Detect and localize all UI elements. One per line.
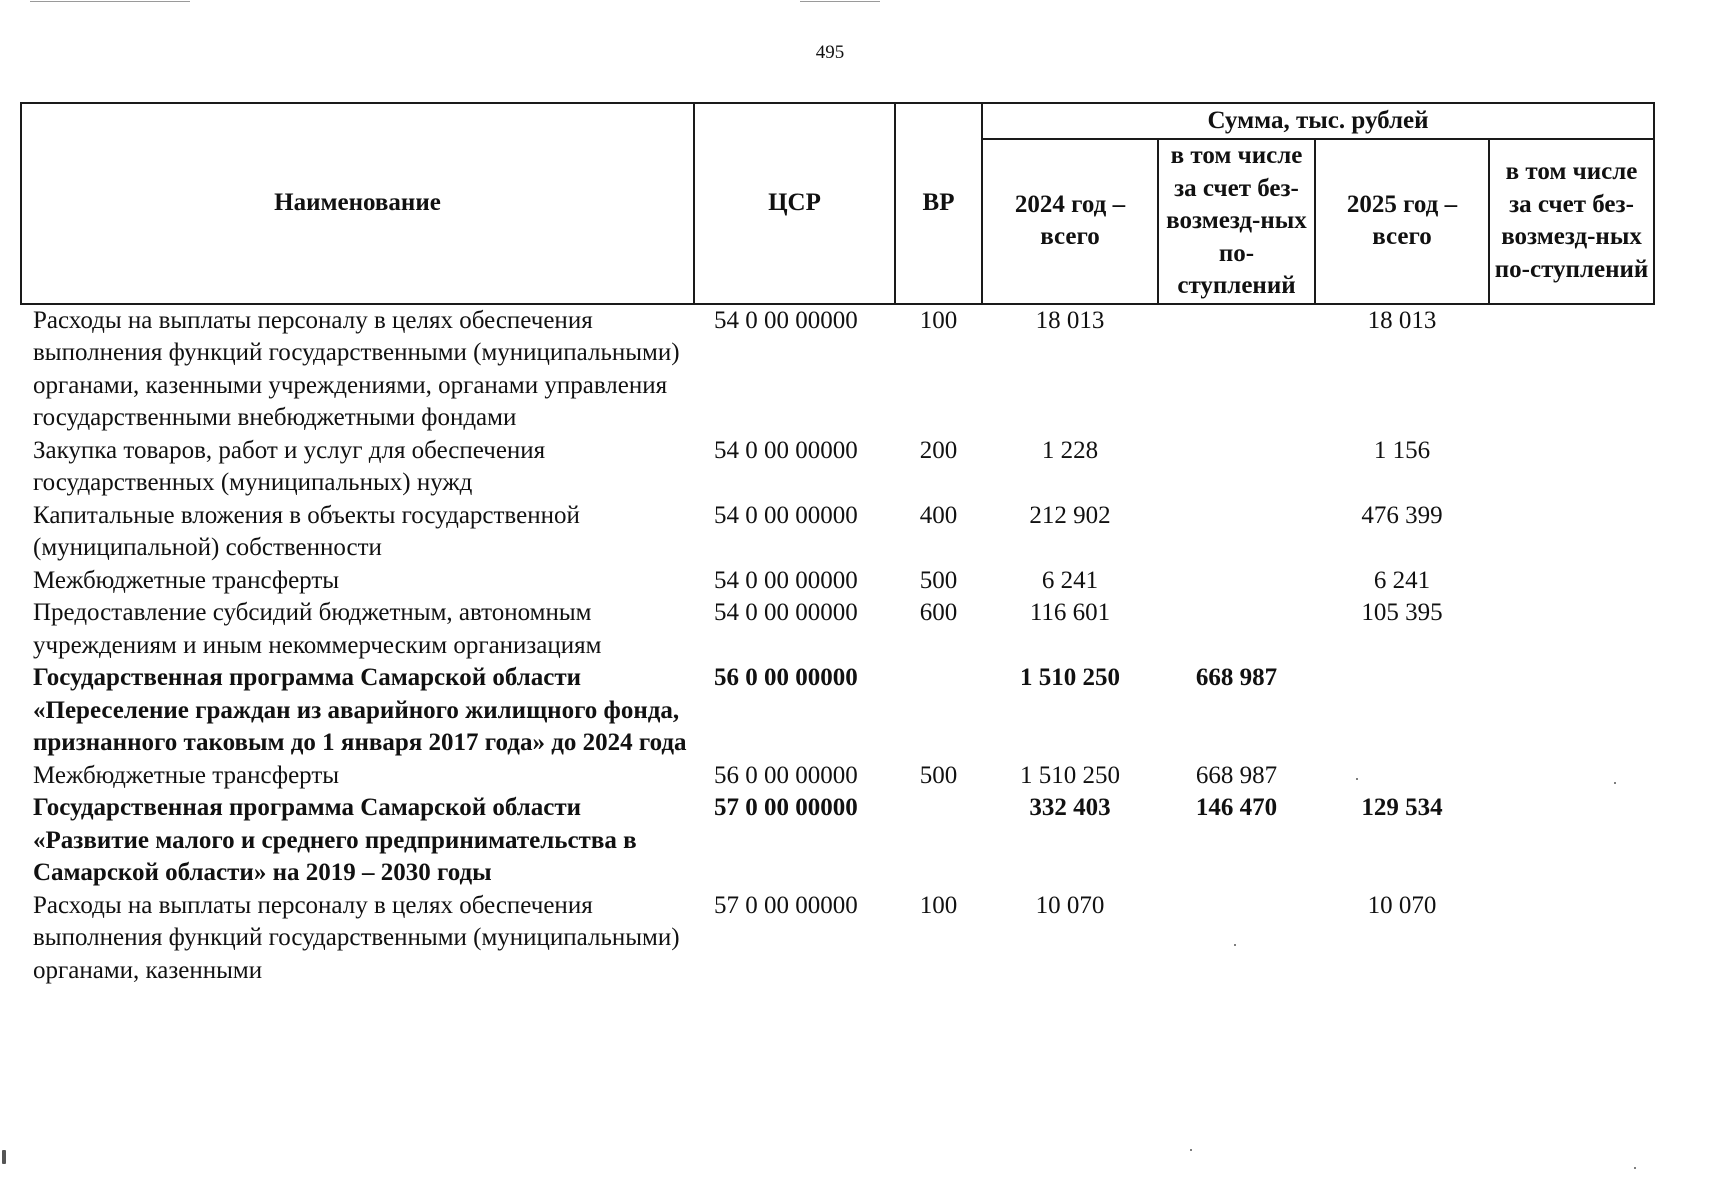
row-2025-gratuitous — [1489, 565, 1654, 598]
table-row — [21, 792, 1654, 890]
table-row — [21, 597, 1654, 662]
row-2024-total: 1 228 — [1041, 436, 1099, 464]
row-2025-total: 18 013 — [1367, 306, 1437, 334]
row-2024-total: 6 241 — [1041, 566, 1099, 594]
row-2024-gratuitous: 668 987 — [1195, 664, 1278, 691]
row-2024-gratuitous: 668 987 — [1195, 761, 1278, 789]
row-2025-total: 129 534 — [1361, 794, 1443, 821]
row-2025-total: 476 399 — [1361, 501, 1443, 529]
row-2024-total: 116 601 — [1029, 599, 1111, 626]
row-vr: 200 — [919, 436, 958, 464]
scan-speck — [1190, 1149, 1192, 1151]
header-vr: ВР — [895, 103, 982, 304]
row-name: Капитальные вложения в объекты государственной (муниципальной) собственности — [33, 501, 580, 561]
row-2025-gratuitous — [1489, 792, 1654, 890]
row-vr — [895, 662, 982, 760]
table-row — [21, 890, 1654, 988]
row-vr: 400 — [919, 501, 958, 529]
budget-table — [20, 102, 1655, 987]
row-vr: 500 — [919, 761, 958, 789]
row-2025-gratuitous — [1489, 760, 1654, 793]
row-2025-total: 1 156 — [1373, 436, 1431, 464]
row-name: Государственная программа Самарской области «Развитие малого и среднего предпринимательства в Самарской области» на 2019 – 2030 годы — [33, 794, 637, 886]
row-2025-total — [1315, 760, 1489, 793]
row-2025-gratuitous — [1489, 500, 1654, 565]
row-2024-gratuitous — [1158, 435, 1315, 500]
row-csr: 57 0 00 00000 — [714, 794, 858, 821]
row-2025-gratuitous — [1489, 435, 1654, 500]
table-row — [21, 760, 1654, 793]
row-2025-gratuitous — [1489, 890, 1654, 988]
row-csr: 56 0 00 00000 — [714, 664, 858, 691]
row-name: Межбюджетные трансферты — [33, 761, 340, 789]
row-2024-gratuitous — [1158, 304, 1315, 435]
page-number: 495 — [815, 42, 845, 63]
row-2025-total: 105 395 — [1361, 599, 1443, 626]
row-name: Межбюджетные трансферты — [33, 566, 340, 594]
row-vr — [895, 792, 982, 890]
header-csr: ЦСР — [694, 103, 895, 304]
row-2024-total: 332 403 — [1029, 794, 1111, 821]
scan-speck — [1634, 1167, 1636, 1169]
row-2025-gratuitous — [1489, 304, 1654, 435]
row-2024-gratuitous — [1158, 500, 1315, 565]
row-2024-gratuitous — [1158, 890, 1315, 988]
row-2024-gratuitous: 146 470 — [1195, 794, 1278, 821]
header-2025-total: 2025 год – всего — [1315, 139, 1489, 304]
row-vr: 500 — [919, 566, 958, 594]
row-csr: 54 0 00 00000 — [714, 501, 858, 529]
row-csr: 54 0 00 00000 — [714, 599, 858, 626]
row-2025-total: 10 070 — [1367, 891, 1437, 919]
scan-line — [30, 1, 190, 2]
table-row — [21, 565, 1654, 598]
row-2024-gratuitous — [1158, 565, 1315, 598]
row-name: Государственная программа Самарской области «Переселение граждан из аварийного жилищного фонда, признанного таковым до 1 января 2017 года» до 2024 года — [33, 664, 687, 756]
row-2024-total: 10 070 — [1035, 891, 1105, 919]
row-csr: 56 0 00 00000 — [714, 761, 858, 789]
header-2024-total: 2024 год – всего — [982, 139, 1158, 304]
header-2024-gratuitous: в том числе за счет без-возмезд-ных по-ступлений — [1158, 139, 1315, 304]
table-row — [21, 435, 1654, 500]
row-2025-gratuitous — [1489, 597, 1654, 662]
row-name: Закупка товаров, работ и услуг для обеспечения государственных (муниципальных) нужд — [33, 436, 546, 496]
table-header — [21, 103, 1654, 304]
table-body — [21, 304, 1654, 988]
row-csr: 57 0 00 00000 — [714, 891, 858, 919]
row-name: Расходы на выплаты персоналу в целях обеспечения выполнения функций государственными (муниципальными) органами, казенными учреждениями, органами управления государственными внебюджетными фондами — [33, 306, 680, 431]
row-2025-total: 6 241 — [1373, 566, 1431, 594]
row-2025-gratuitous — [1489, 662, 1654, 760]
row-csr: 54 0 00 00000 — [714, 436, 858, 464]
header-sum-group: Сумма, тыс. рублей — [982, 103, 1654, 139]
row-csr: 54 0 00 00000 — [714, 566, 858, 594]
row-vr: 600 — [919, 599, 958, 626]
row-2024-gratuitous — [1158, 597, 1315, 662]
table-row — [21, 304, 1654, 435]
row-2025-total — [1315, 662, 1489, 760]
header-2025-gratuitous: в том числе за счет без-возмезд-ных по-ступлений — [1489, 139, 1654, 304]
table-row — [21, 662, 1654, 760]
table-row — [21, 500, 1654, 565]
scan-speck — [2, 1150, 6, 1164]
scan-line — [800, 1, 880, 2]
row-vr: 100 — [919, 306, 958, 334]
row-2024-total: 1 510 250 — [1020, 761, 1120, 789]
row-csr: 54 0 00 00000 — [714, 306, 858, 334]
row-name: Расходы на выплаты персоналу в целях обеспечения выполнения функций государственными (муниципальными) органами, казенными — [33, 891, 680, 984]
row-name: Предоставление субсидий бюджетным, автономным учреждениям и иным некоммерческим организациям — [33, 599, 602, 659]
row-2024-total: 1 510 250 — [1020, 664, 1120, 691]
header-name: Наименование — [21, 103, 694, 304]
row-vr: 100 — [919, 891, 958, 919]
row-2024-total: 212 902 — [1029, 501, 1111, 529]
row-2024-total: 18 013 — [1035, 306, 1105, 334]
